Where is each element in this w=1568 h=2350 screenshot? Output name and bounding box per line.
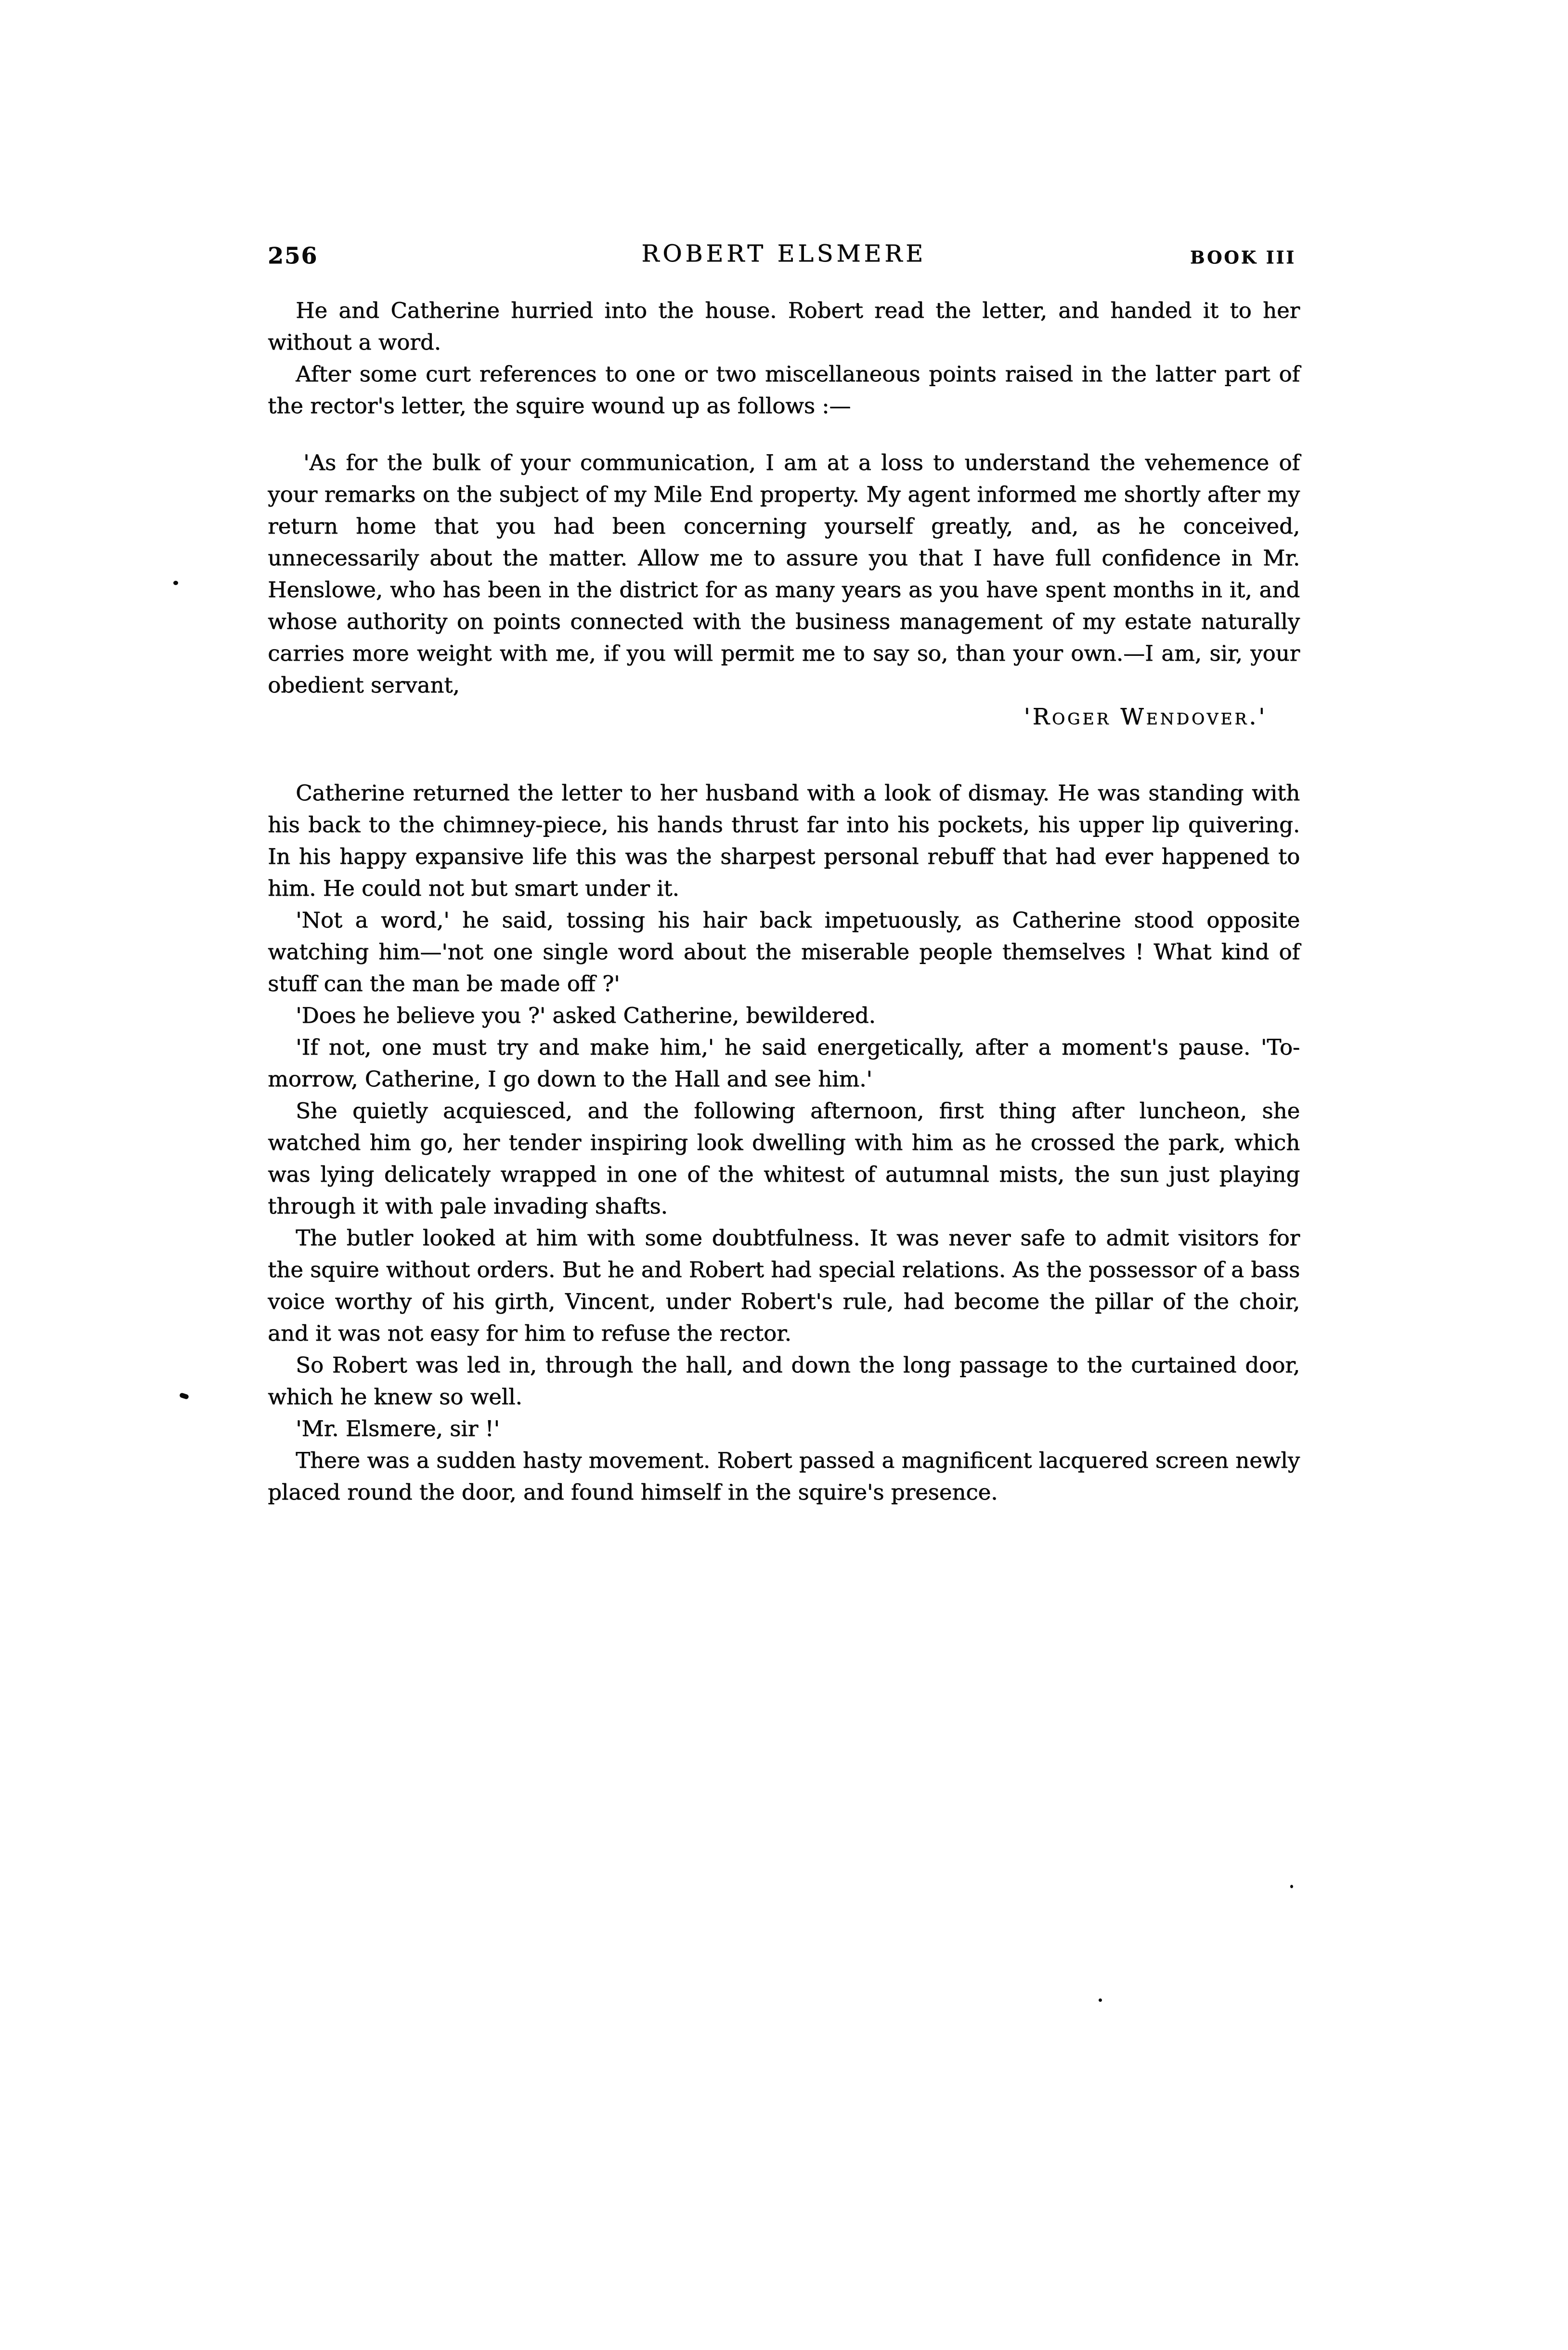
paragraph-7: She quietly acquiesced, and the following afternoon, first thing after luncheon, she watched him go, her tender inspiring look dwelling with him as he crossed the park, which was lying delicately wrapped in one of the whitest of autumnal mists, the sun just playing through it with pale invading shafts. <box>268 1098 1300 1219</box>
ink-speck <box>1290 1885 1293 1888</box>
letter-signature: 'Roger Wendover.' <box>1024 704 1267 730</box>
paragraph-10: 'Mr. Elsmere, sir !' <box>296 1416 500 1441</box>
page-number: 256 <box>268 243 318 269</box>
paragraph-9: So Robert was led in, through the hall, and down the long passage to the curtained door, which he knew so well. <box>268 1352 1300 1410</box>
running-title: ROBERT ELSMERE <box>641 240 926 267</box>
paragraph-4: 'Not a word,' he said, tossing his hair back impetuously, as Catherine stood opposite watching him—'not one single word about the miserable people themselves ! What kind of stuff can the man be made off ?' <box>268 907 1300 996</box>
running-head <box>268 240 1300 274</box>
ink-speck <box>173 581 178 585</box>
letter-paragraph: 'As for the bulk of your communication, I am at a loss to understand the vehemence of your remarks on the subject of my Mile End property. My agent informed me shortly after my return home that you had been concerning yourself greatly, and, as he conceived, unnecessarily about the matter. Allow me to assure you that I have full confidence in Mr. Henslowe, who has been in the district for as many years as you have spent months in it, and whose authority on points connected with the business management of my estate naturally carries more weight with me, if you will permit me to say so, than your own.—I am, sir, your obedient servant, <box>268 450 1300 698</box>
paragraph-11: There was a sudden hasty movement. Robert passed a magnificent lacquered screen newly placed round the door, and found himself in the squire's presence. <box>268 1448 1300 1505</box>
paragraph-3: Catherine returned the letter to her husband with a look of dismay. He was standing with his back to the chimney-piece, his hands thrust far into his pockets, his upper lip quivering. In his happy expansive life this was the sharpest personal rebuff that had ever happened to him. He could not but smart under it. <box>268 780 1300 901</box>
page-text <box>268 295 1300 1508</box>
paragraph-2: After some curt references to one or two miscellaneous points raised in the latter part of the rector's letter, the squire wound up as follows :— <box>268 361 1300 418</box>
ink-speck <box>1099 1998 1102 2002</box>
book-label: BOOK III <box>1190 248 1296 268</box>
paragraph-5: 'Does he believe you ?' asked Catherine, bewildered. <box>296 1003 876 1028</box>
paragraph-1: He and Catherine hurried into the house. Robert read the letter, and handed it to her without a word. <box>268 298 1300 355</box>
paragraph-8: The butler looked at him with some doubtfulness. It was never safe to admit visitors for the squire without orders. But he and Robert had special relations. As the possessor of a bass voice worthy of his girth, Vincent, under Robert's rule, had become the pillar of the choir, and it was not easy for him to refuse the rector. <box>268 1225 1300 1346</box>
ink-speck <box>179 1392 189 1399</box>
paragraph-6: 'If not, one must try and make him,' he said energetically, after a moment's pause. 'To-morrow, Catherine, I go down to the Hall and see him.' <box>268 1034 1300 1092</box>
